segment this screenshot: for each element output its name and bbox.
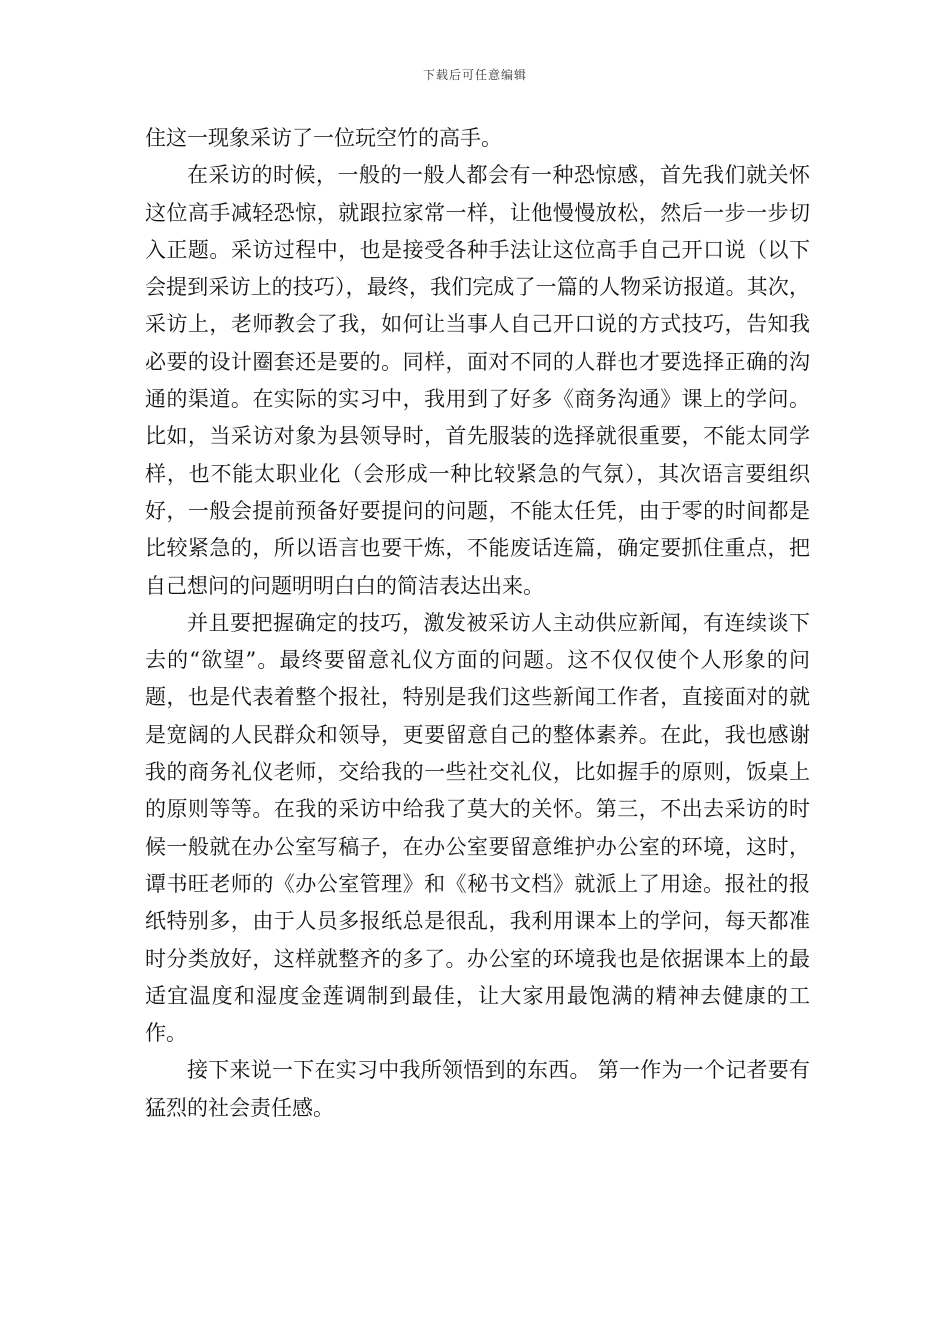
paragraph-continuation: 住这一现象采访了一位玩空竹的高手。	[145, 126, 502, 150]
paragraph-etiquette: 并且要把握确定的技巧，激发被采访人主动供应新闻，有连续谈下去的“欲望”。最终要留意礼仪方面的问题。这不仅仅使个人形象的问题，也是代表着整个报社，特别是我们这些新闻工作者，直接面对的就是宽阔的人民群众和领导，更要留意自己的整体素养。在此，我也感谢我的商务礼仪老师，交给我的一些社交礼仪，比如握手的原则，饭桌上的原则等等。在我的采访中给我了莫大的关怀。第三，不出去采访的时候一般就在办公室写稿子，在办公室要留意维护办公室的环境，这时，谭书旺老师的《办公室管理》和《秘书文档》就派上了用途。报社的报纸特别多，由于人员多报纸总是很乱，我利用课本上的学问，每天都准时分类放好，这样就整齐的多了。办公室的环境我也是依据课本上的最适宜温度和湿度金莲调制到最佳，让大家用最饱满的精神去健康的工作。	[145, 610, 810, 1046]
page-header: 下载后可任意编辑	[422, 68, 527, 82]
paragraph-interview: 在采访的时候，一般的一般人都会有一种恐惊感，首先我们就关怀这位高手减轻恐惊，就跟拉家常一样，让他慢慢放松，然后一步一步切入正题。采访过程中，也是接受各种手法让这位高手自己开口说（以下会提到采访上的技巧），最终，我们完成了一篇的人物采访报道。其次，采访上，老师教会了我，如何让当事人自己开口说的方式技巧，告知我必要的设计圈套还是要的。同样，面对不同的人群也才要选择正确的沟通的渠道。在实际的实习中，我用到了好多《商务沟通》课上的学问。比如，当采访对象为县领导时，首先服装的选择就很重要，不能太同学样，也不能太职业化（会形成一种比较紧急的气氛），其次语言要组织好，一般会提前预备好要提问的问题，不能太任凭，由于零的时间都是比较紧急的，所以语言也要干炼，不能废话连篇，确定要抓住重点，把自己想问的问题明明白白的简洁表达出来。	[145, 163, 810, 598]
document-body	[145, 120, 810, 1127]
paragraph-conclusion: 接下来说一下在实习中我所领悟到的东西。 第一作为一个记者要有猛烈的社会责任感。	[145, 1058, 810, 1120]
